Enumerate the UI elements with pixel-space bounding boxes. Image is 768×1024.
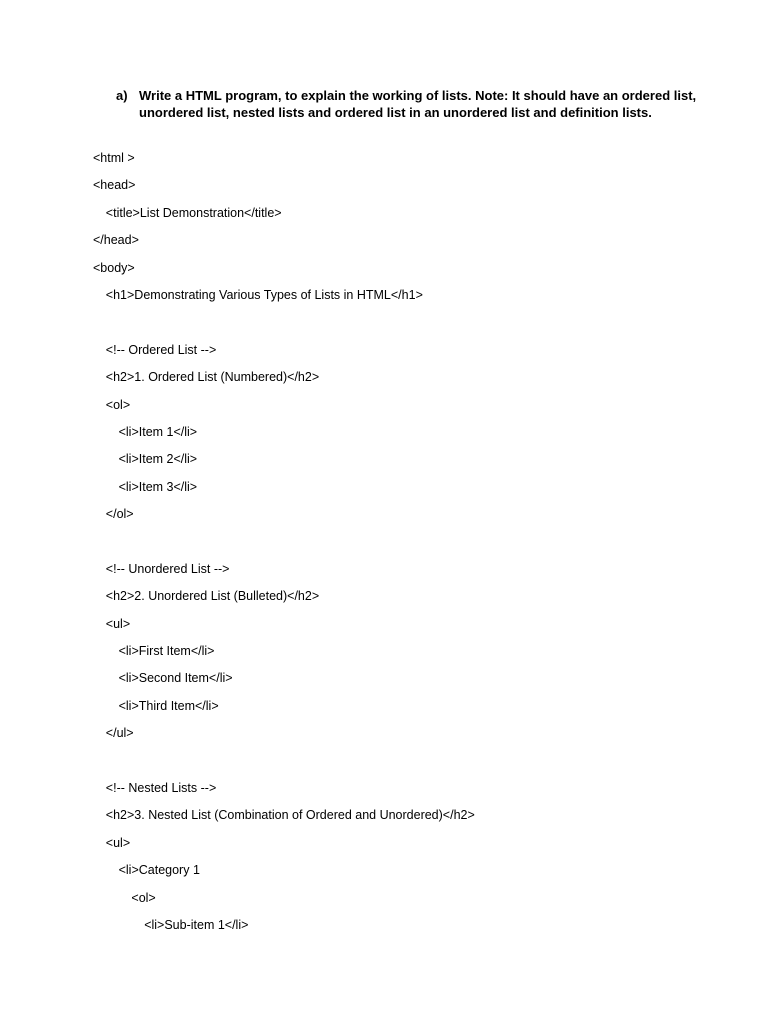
code-line: <body> [93,260,135,275]
code-line: <ul> [105,835,131,850]
code-line: </head> [93,233,139,248]
code-line: <h2>2. Unordered List (Bulleted)</h2> [105,589,320,604]
code-line: <ul> [105,616,131,631]
question-marker: a) [116,88,128,103]
code-line: <li>Item 3</li> [118,479,198,494]
code-line [93,314,733,341]
code-line: </ul> [105,726,134,741]
code-line: <title>List Demonstration</title> [105,205,282,220]
code-line: <li>Item 1</li> [118,424,198,439]
code-line: </ol> [105,507,134,522]
code-line: <h2>1. Ordered List (Numbered)</h2> [105,370,320,385]
code-line: <!-- Unordered List --> [105,561,230,576]
code-line: <li>Sub-item 1</li> [144,917,249,932]
code-line: <ol> [131,890,156,905]
code-line: <html > [93,151,135,165]
code-line: <!-- Ordered List --> [105,342,217,357]
code-line: <li>First Item</li> [118,644,215,659]
code-line: <head> [93,178,136,193]
question-block [116,87,716,121]
code-line: <li>Second Item</li> [118,671,233,686]
code-line [93,533,733,560]
question-text: Write a HTML program, to explain the working of lists. Note: It should have an ordered list, unordered list, nested lists and ordered list in an unordered list and definition lists. [139,88,697,120]
code-line: <h1>Demonstrating Various Types of Lists in HTML</h1> [105,287,423,302]
code-line: <li>Third Item</li> [118,698,219,713]
code-line: <li>Category 1 [118,863,200,878]
code-listing [93,150,733,944]
code-line: <ol> [105,397,131,412]
code-line: <h2>3. Nested List (Combination of Ordered and Unordered)</h2> [105,808,475,823]
code-line: <!-- Nested Lists --> [105,780,217,795]
code-line: <li>Item 2</li> [118,452,198,467]
code-line [93,753,733,780]
